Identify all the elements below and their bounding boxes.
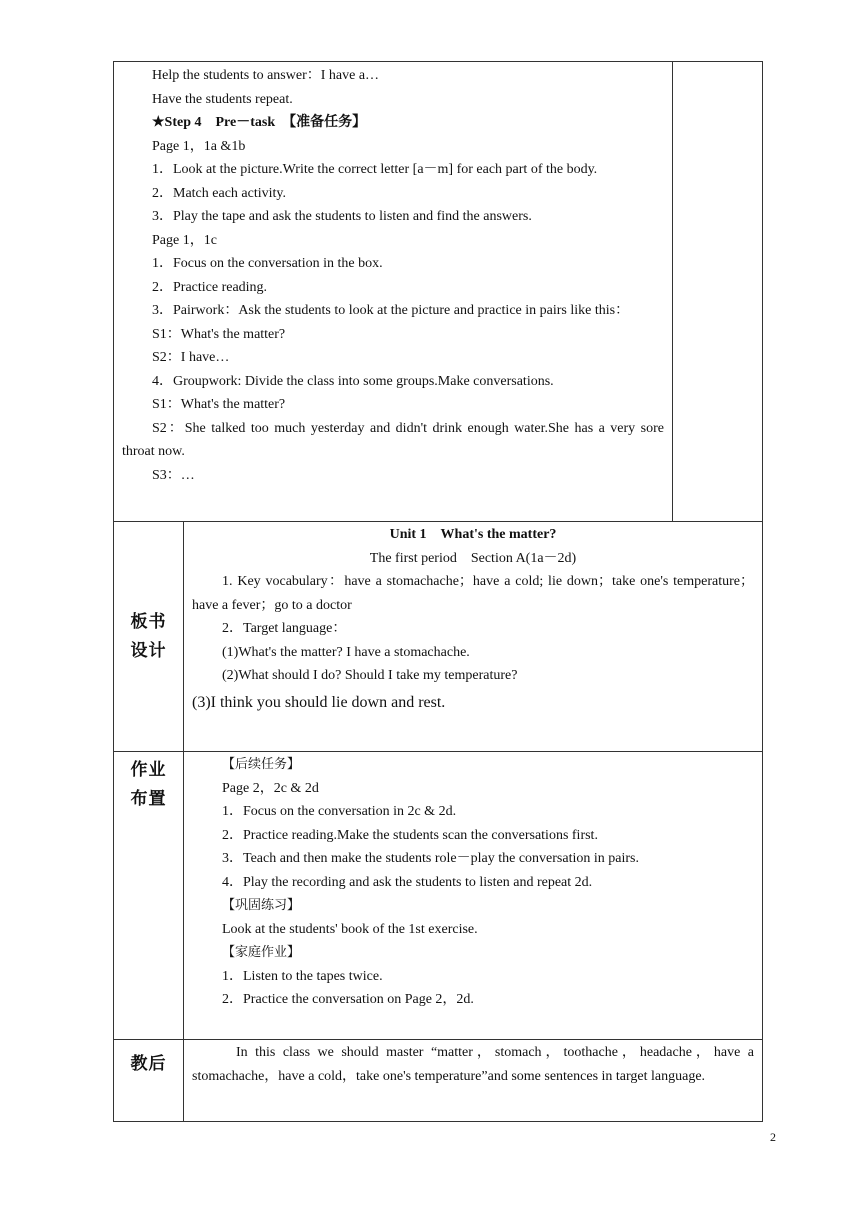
homework-line: Page 2，2c & 2d	[222, 780, 319, 796]
steps-row	[114, 62, 763, 522]
after-label-text: 教后	[130, 1054, 167, 1074]
steps-line: Have the students repeat.	[152, 91, 293, 107]
homework-line: 1．Listen to the tapes twice.	[222, 968, 383, 984]
homework-heading: 【后续任务】	[222, 757, 301, 772]
board-subtitle: The first period Section A(1a－2d)	[369, 550, 577, 566]
steps-line: Page 1，1a &1b	[152, 138, 246, 154]
steps-line: 4．Groupwork: Divide the class into some groups.Make conversations.	[152, 373, 554, 389]
steps-line: S2：I have…	[152, 350, 230, 365]
homework-line: 1．Focus on the conversation in 2c & 2d.	[222, 804, 457, 819]
board-sentence: (3)I think you should lie down and rest.	[192, 693, 446, 711]
homework-label	[114, 752, 184, 1040]
board-target: 2．Target language：	[222, 621, 347, 636]
aside-cell	[673, 62, 763, 522]
steps-line: S1：What's the matter?	[152, 397, 286, 412]
steps-line: 1．Focus on the conversation in the box.	[152, 256, 383, 271]
page-number: 2	[770, 1130, 776, 1144]
homework-line: 3．Teach and then make the students role－play the conversation in pairs.	[222, 851, 639, 866]
homework-label-text: 作业布置	[130, 760, 167, 809]
homework-heading: 【家庭作业】	[222, 945, 301, 960]
board-cell	[184, 522, 763, 752]
homework-line: Look at the students' book of the 1st exercise.	[222, 921, 478, 937]
after-text: In this class we should master “matter，stomach，toothache，headache，have a stomachache，have a cold，take one's temperature”and some sentences in target language.	[192, 1045, 754, 1084]
after-label	[114, 1040, 184, 1122]
steps-line: 2．Match each activity.	[152, 185, 286, 201]
board-title: Unit 1 What's the matter?	[389, 527, 557, 542]
board-sentence: (1)What's the matter? I have a stomachache.	[222, 644, 470, 660]
steps-line: Page 1，1c	[152, 232, 217, 248]
lesson-plan-table	[113, 61, 763, 1122]
homework-heading: 【巩固练习】	[222, 898, 301, 913]
steps-line: S1：What's the matter?	[152, 326, 286, 342]
board-row	[114, 522, 763, 752]
board-label	[114, 522, 184, 752]
steps-line: 3．Pairwork：Ask the students to look at the picture and practice in pairs like this：	[152, 303, 630, 318]
board-vocab: 1. Key vocabulary：have a stomachache；have a cold; lie down；take one's temperature；have a fever；go to a doctor	[192, 574, 754, 613]
board-sentence: (2)What should I do? Should I take my temperature?	[222, 668, 518, 683]
homework-row	[114, 752, 763, 1040]
steps-line: 2．Practice reading.	[152, 279, 268, 295]
steps-line: S3：…	[152, 467, 195, 483]
steps-line: Help the students to answer：I have a…	[152, 68, 380, 83]
homework-line: 4．Play the recording and ask the students to listen and repeat 2d.	[222, 874, 593, 890]
homework-cell	[184, 752, 763, 1040]
step-title: ★Step 4 Pre－task 【准备任务】	[152, 115, 367, 130]
after-cell	[184, 1040, 763, 1122]
steps-line: 3．Play the tape and ask the students to listen and find the answers.	[152, 209, 532, 224]
after-row	[114, 1040, 763, 1122]
steps-cell	[114, 62, 673, 522]
homework-line: 2．Practice the conversation on Page 2，2d.	[222, 992, 474, 1007]
steps-line: S2：She talked too much yesterday and didn't drink enough water.She has a very sore throat now.	[122, 420, 664, 459]
steps-line: 1．Look at the picture.Write the correct letter [a－m] for each part of the body.	[152, 162, 598, 177]
board-label-text: 板书设计	[130, 611, 167, 661]
homework-line: 2．Practice reading.Make the students scan the conversations first.	[222, 827, 598, 843]
